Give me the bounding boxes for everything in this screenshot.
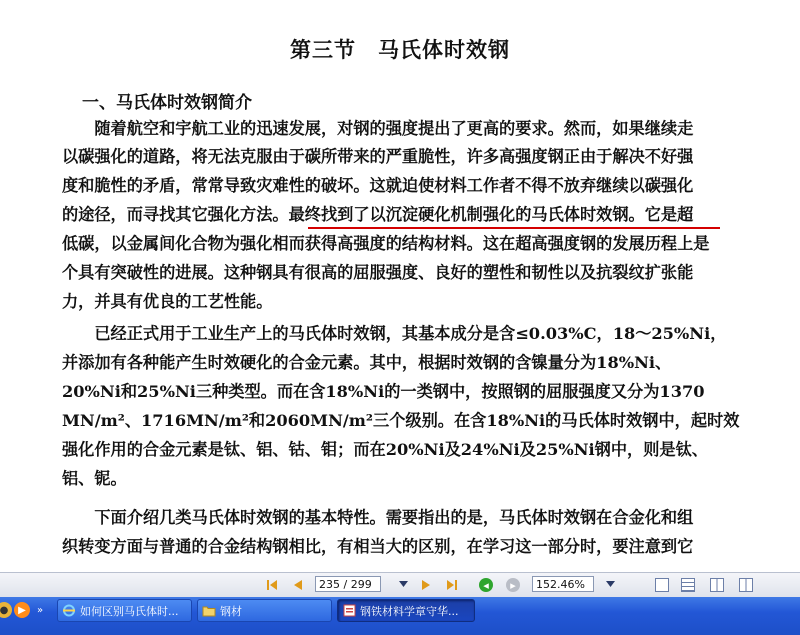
taskbar-item-label: 钢材 [220,604,242,618]
paragraph-line: 强化作用的合金元素是钛、铝、钴、钼；而在20%Ni及24%Ni及25%Ni钢中，则是钛、 [62,440,708,459]
paragraph-line: 并添加有各种能产生时效硬化的合金元素。其中，根据时效钢的含镍量分为18%Ni、 [62,353,672,372]
continuous-icon[interactable] [681,578,695,592]
paragraph-line: 以碳强化的道路，将无法克服由于碳所带来的严重脆性，许多高强度钢正由于解决不好强 [62,147,694,166]
section-title: 第三节 马氏体时效钢 [290,37,510,62]
back-icon[interactable]: ◂ [479,578,493,592]
paragraph-line: 个具有突破性的进展。这种钢具有很高的屈服强度、良好的塑性和韧性以及抗裂纹扩张能 [62,263,694,282]
section-heading: 一、马氏体时效钢简介 [82,93,252,113]
continuous-facing-icon[interactable] [739,578,753,592]
single-page-icon[interactable] [655,578,669,592]
paragraph-line: 随着航空和宇航工业的迅速发展，对钢的强度提出了更高的要求。然而，如果继续走 [62,119,694,138]
prev-page-icon[interactable] [290,576,306,594]
facing-icon[interactable] [710,578,724,592]
zoom-dropdown-icon[interactable] [604,576,616,592]
first-page-icon[interactable] [264,576,280,594]
folder-icon [202,604,216,617]
ie-icon [62,604,76,617]
page-number-input[interactable]: 235 / 299 [315,576,381,592]
taskbar-item-label: 如何区别马氏体时... [80,604,179,618]
paragraph-line: 织转变方面与普通的合金结构钢相比，有相当大的区别，在学习这一部分时，要注意到它 [62,537,694,556]
chevron-right-icon[interactable]: » [36,604,44,616]
zoom-level-input[interactable]: 152.46% [532,576,594,592]
pdf-navigation-toolbar [0,572,800,598]
red-underline-annotation [308,227,720,229]
taskbar-item-pdf-reader[interactable] [337,599,475,622]
quicklaunch-icon[interactable]: ● [0,602,12,618]
paragraph-line: 低碳，以金属间化合物为强化相而获得高强度的结构材料。这在超高强度钢的发展历程上是 [62,234,710,253]
paragraph-line: 铝、铌。 [62,469,127,488]
page-dropdown-icon[interactable] [397,576,409,592]
taskbar-item-folder[interactable] [197,599,332,622]
forward-icon[interactable]: ▸ [506,578,520,592]
taskbar-item-browser[interactable] [57,599,192,622]
paragraph-line: 的途径，而寻找其它强化方法。最终找到了以沉淀硬化机制强化的马氏体时效钢。它是超 [62,205,694,224]
paragraph-line: 度和脆性的矛盾，常常导致灾难性的破坏。这就迫使材料工作者不得不放弃继续以碳强化 [62,176,694,195]
paragraph-line: 下面介绍几类马氏体时效钢的基本特性。需要指出的是，马氏体时效钢在合金化和组 [62,508,694,527]
paragraph-line: 力，并具有优良的工艺性能。 [62,292,273,311]
paragraph-line: MN/m²、1716MN/m²和2060MN/m²三个级别。在含18%Ni的马氏体时效钢中，起时效 [62,411,740,430]
paragraph-line: 已经正式用于工业生产上的马氏体时效钢，其基本成分是含≤0.03%C，18～25%Ni， [62,324,727,343]
paragraph-line: 20%Ni和25%Ni三种类型。而在含18%Ni的一类钢中，按照钢的屈服强度又分为1370 [62,382,705,401]
next-page-icon[interactable] [418,576,434,594]
media-player-icon[interactable]: ▶ [14,602,30,618]
last-page-icon[interactable] [444,576,460,594]
taskbar-item-label: 钢铁材料学章守华... [360,604,459,618]
pdf-icon [342,604,356,617]
windows-taskbar [0,597,800,635]
